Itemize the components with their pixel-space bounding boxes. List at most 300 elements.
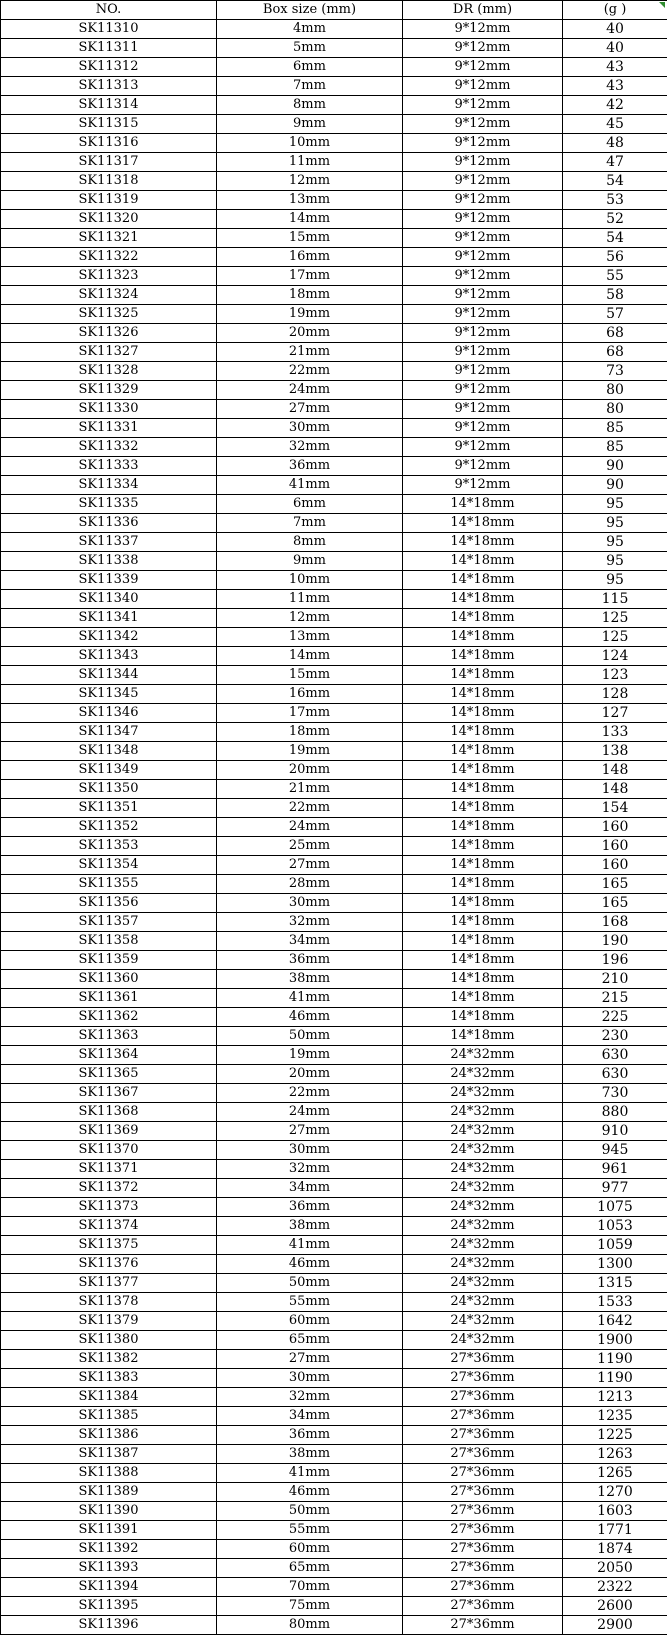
- cell-drive: 9*12mm: [403, 229, 563, 248]
- cell-weight: 2900: [563, 1616, 667, 1635]
- cell-model-no: SK11330: [1, 400, 217, 419]
- cell-box-size: 41mm: [217, 476, 403, 495]
- cell-weight: 54: [563, 172, 667, 191]
- cell-model-no: SK11349: [1, 761, 217, 780]
- cell-box-size: 50mm: [217, 1502, 403, 1521]
- cell-model-no: SK11316: [1, 134, 217, 153]
- cell-weight: 133: [563, 723, 667, 742]
- table-row: [1, 1331, 667, 1350]
- cell-model-no: SK11355: [1, 875, 217, 894]
- cell-box-size: 24mm: [217, 1103, 403, 1122]
- cell-model-no: SK11365: [1, 1065, 217, 1084]
- table-row: [1, 267, 667, 286]
- cell-weight: 138: [563, 742, 667, 761]
- cell-drive: 24*32mm: [403, 1331, 563, 1350]
- cell-drive: 9*12mm: [403, 324, 563, 343]
- cell-model-no: SK11390: [1, 1502, 217, 1521]
- cell-model-no: SK11384: [1, 1388, 217, 1407]
- cell-weight: 95: [563, 552, 667, 571]
- cell-drive: 14*18mm: [403, 742, 563, 761]
- table-row: [1, 381, 667, 400]
- cell-weight: 977: [563, 1179, 667, 1198]
- table-row: [1, 39, 667, 58]
- cell-model-no: SK11350: [1, 780, 217, 799]
- table-row: [1, 191, 667, 210]
- cell-drive: 27*36mm: [403, 1559, 563, 1578]
- cell-model-no: SK11380: [1, 1331, 217, 1350]
- cell-drive: 14*18mm: [403, 723, 563, 742]
- cell-weight: 160: [563, 837, 667, 856]
- cell-weight: 730: [563, 1084, 667, 1103]
- table-row: [1, 609, 667, 628]
- cell-drive: 9*12mm: [403, 305, 563, 324]
- cell-weight: 1900: [563, 1331, 667, 1350]
- cell-weight: 1642: [563, 1312, 667, 1331]
- cell-drive: 27*36mm: [403, 1540, 563, 1559]
- cell-weight: 961: [563, 1160, 667, 1179]
- cell-drive: 9*12mm: [403, 20, 563, 39]
- table-row: [1, 1293, 667, 1312]
- table-row: [1, 1274, 667, 1293]
- table-row: [1, 58, 667, 77]
- cell-weight: 80: [563, 381, 667, 400]
- table-row: [1, 951, 667, 970]
- cell-drive: 24*32mm: [403, 1103, 563, 1122]
- cell-weight: 42: [563, 96, 667, 115]
- table-row: [1, 1084, 667, 1103]
- cell-drive: 9*12mm: [403, 457, 563, 476]
- cell-model-no: SK11321: [1, 229, 217, 248]
- cell-drive: 9*12mm: [403, 381, 563, 400]
- header-no: NO.: [1, 1, 217, 20]
- cell-weight: 148: [563, 780, 667, 799]
- cell-model-no: SK11378: [1, 1293, 217, 1312]
- cell-drive: 14*18mm: [403, 951, 563, 970]
- table-row: [1, 1255, 667, 1274]
- cell-model-no: SK11325: [1, 305, 217, 324]
- cell-weight: 225: [563, 1008, 667, 1027]
- cell-model-no: SK11342: [1, 628, 217, 647]
- cell-model-no: SK11391: [1, 1521, 217, 1540]
- cell-box-size: 11mm: [217, 153, 403, 172]
- table-row: [1, 438, 667, 457]
- cell-box-size: 24mm: [217, 818, 403, 837]
- table-row: [1, 286, 667, 305]
- cell-weight: 80: [563, 400, 667, 419]
- cell-box-size: 24mm: [217, 381, 403, 400]
- table-row: [1, 1521, 667, 1540]
- cell-weight: 58: [563, 286, 667, 305]
- cell-model-no: SK11396: [1, 1616, 217, 1635]
- cell-drive: 14*18mm: [403, 552, 563, 571]
- cell-box-size: 13mm: [217, 628, 403, 647]
- table-row: [1, 20, 667, 39]
- cell-weight: 1270: [563, 1483, 667, 1502]
- cell-weight: 95: [563, 571, 667, 590]
- cell-box-size: 10mm: [217, 571, 403, 590]
- cell-drive: 14*18mm: [403, 590, 563, 609]
- table-row: [1, 932, 667, 951]
- table-row: [1, 77, 667, 96]
- cell-weight: 2600: [563, 1597, 667, 1616]
- cell-model-no: SK11353: [1, 837, 217, 856]
- cell-model-no: SK11358: [1, 932, 217, 951]
- cell-box-size: 27mm: [217, 1122, 403, 1141]
- cell-box-size: 11mm: [217, 590, 403, 609]
- table-row: [1, 1179, 667, 1198]
- table-row: [1, 248, 667, 267]
- cell-box-size: 20mm: [217, 761, 403, 780]
- cell-drive: 14*18mm: [403, 894, 563, 913]
- cell-model-no: SK11379: [1, 1312, 217, 1331]
- cell-model-no: SK11394: [1, 1578, 217, 1597]
- cell-box-size: 34mm: [217, 932, 403, 951]
- cell-model-no: SK11368: [1, 1103, 217, 1122]
- cell-weight: 95: [563, 495, 667, 514]
- cell-drive: 14*18mm: [403, 837, 563, 856]
- cell-weight: 1225: [563, 1426, 667, 1445]
- cell-weight: 154: [563, 799, 667, 818]
- table-row: [1, 1559, 667, 1578]
- cell-weight: 1235: [563, 1407, 667, 1426]
- cell-weight: 230: [563, 1027, 667, 1046]
- cell-weight: 1059: [563, 1236, 667, 1255]
- table-row: [1, 685, 667, 704]
- cell-model-no: SK11338: [1, 552, 217, 571]
- table-row: [1, 1236, 667, 1255]
- cell-weight: 123: [563, 666, 667, 685]
- table-row: [1, 476, 667, 495]
- cell-weight: 630: [563, 1046, 667, 1065]
- cell-model-no: SK11313: [1, 77, 217, 96]
- cell-box-size: 13mm: [217, 191, 403, 210]
- cell-model-no: SK11386: [1, 1426, 217, 1445]
- cell-model-no: SK11339: [1, 571, 217, 590]
- table-row: [1, 495, 667, 514]
- cell-box-size: 32mm: [217, 438, 403, 457]
- cell-box-size: 18mm: [217, 286, 403, 305]
- table-row: [1, 1103, 667, 1122]
- cell-drive: 9*12mm: [403, 438, 563, 457]
- table-row: [1, 1369, 667, 1388]
- cell-weight: 47: [563, 153, 667, 172]
- cell-weight: 1771: [563, 1521, 667, 1540]
- cell-weight: 165: [563, 894, 667, 913]
- cell-model-no: SK11331: [1, 419, 217, 438]
- cell-drive: 9*12mm: [403, 286, 563, 305]
- cell-weight: 55: [563, 267, 667, 286]
- cell-box-size: 14mm: [217, 647, 403, 666]
- table-row: [1, 1065, 667, 1084]
- table-row: [1, 723, 667, 742]
- cell-drive: 9*12mm: [403, 58, 563, 77]
- cell-drive: 14*18mm: [403, 761, 563, 780]
- cell-drive: 24*32mm: [403, 1046, 563, 1065]
- table-row: [1, 115, 667, 134]
- cell-model-no: SK11373: [1, 1198, 217, 1217]
- table-row: [1, 457, 667, 476]
- cell-box-size: 27mm: [217, 1350, 403, 1369]
- cell-drive: 27*36mm: [403, 1616, 563, 1635]
- cell-model-no: SK11354: [1, 856, 217, 875]
- cell-weight: 68: [563, 324, 667, 343]
- header-box-size: Box size (mm): [217, 1, 403, 20]
- cell-drive: 27*36mm: [403, 1483, 563, 1502]
- cell-drive: 24*32mm: [403, 1141, 563, 1160]
- cell-box-size: 30mm: [217, 1141, 403, 1160]
- cell-weight: 90: [563, 457, 667, 476]
- cell-box-size: 17mm: [217, 704, 403, 723]
- cell-model-no: SK11388: [1, 1464, 217, 1483]
- cell-box-size: 30mm: [217, 419, 403, 438]
- cell-box-size: 21mm: [217, 780, 403, 799]
- cell-model-no: SK11387: [1, 1445, 217, 1464]
- cell-weight: 73: [563, 362, 667, 381]
- header-weight: [563, 1, 667, 20]
- table-row: [1, 666, 667, 685]
- cell-box-size: 19mm: [217, 1046, 403, 1065]
- cell-weight: 45: [563, 115, 667, 134]
- cell-model-no: SK11324: [1, 286, 217, 305]
- table-row: [1, 989, 667, 1008]
- cell-box-size: 36mm: [217, 1426, 403, 1445]
- cell-drive: 24*32mm: [403, 1255, 563, 1274]
- cell-drive: 24*32mm: [403, 1312, 563, 1331]
- cell-weight: 127: [563, 704, 667, 723]
- cell-box-size: 16mm: [217, 685, 403, 704]
- cell-weight: 160: [563, 856, 667, 875]
- cell-drive: 14*18mm: [403, 875, 563, 894]
- cell-model-no: SK11348: [1, 742, 217, 761]
- cell-model-no: SK11326: [1, 324, 217, 343]
- cell-drive: 24*32mm: [403, 1274, 563, 1293]
- cell-weight: 85: [563, 419, 667, 438]
- cell-weight: 215: [563, 989, 667, 1008]
- table-row: [1, 894, 667, 913]
- cell-box-size: 41mm: [217, 989, 403, 1008]
- cell-model-no: SK11335: [1, 495, 217, 514]
- cell-drive: 14*18mm: [403, 780, 563, 799]
- cell-drive: 24*32mm: [403, 1084, 563, 1103]
- table-row: [1, 362, 667, 381]
- cell-model-no: SK11315: [1, 115, 217, 134]
- cell-box-size: 36mm: [217, 457, 403, 476]
- cell-model-no: SK11336: [1, 514, 217, 533]
- table-row: [1, 799, 667, 818]
- cell-box-size: 30mm: [217, 894, 403, 913]
- cell-box-size: 36mm: [217, 951, 403, 970]
- cell-weight: 880: [563, 1103, 667, 1122]
- cell-drive: 14*18mm: [403, 704, 563, 723]
- cell-weight: 630: [563, 1065, 667, 1084]
- cell-drive: 24*32mm: [403, 1179, 563, 1198]
- cell-weight: 2322: [563, 1578, 667, 1597]
- cell-model-no: SK11314: [1, 96, 217, 115]
- cell-weight: 148: [563, 761, 667, 780]
- cell-box-size: 70mm: [217, 1578, 403, 1597]
- cell-drive: 9*12mm: [403, 172, 563, 191]
- cell-box-size: 38mm: [217, 1217, 403, 1236]
- cell-drive: 27*36mm: [403, 1502, 563, 1521]
- cell-box-size: 25mm: [217, 837, 403, 856]
- cell-box-size: 30mm: [217, 1369, 403, 1388]
- cell-drive: 9*12mm: [403, 39, 563, 58]
- cell-box-size: 17mm: [217, 267, 403, 286]
- cell-box-size: 8mm: [217, 533, 403, 552]
- table-row: [1, 324, 667, 343]
- table-row: [1, 590, 667, 609]
- table-row: [1, 1616, 667, 1635]
- table-row: [1, 1483, 667, 1502]
- cell-box-size: 38mm: [217, 1445, 403, 1464]
- cell-drive: 27*36mm: [403, 1521, 563, 1540]
- cell-model-no: SK11392: [1, 1540, 217, 1559]
- cell-drive: 14*18mm: [403, 970, 563, 989]
- cell-box-size: 15mm: [217, 229, 403, 248]
- cell-box-size: 21mm: [217, 343, 403, 362]
- cell-drive: 27*36mm: [403, 1578, 563, 1597]
- cell-model-no: SK11318: [1, 172, 217, 191]
- table-row: [1, 1540, 667, 1559]
- cell-model-no: SK11340: [1, 590, 217, 609]
- table-row: [1, 780, 667, 799]
- cell-drive: 24*32mm: [403, 1065, 563, 1084]
- cell-drive: 27*36mm: [403, 1369, 563, 1388]
- table-row: [1, 856, 667, 875]
- cell-weight: 1874: [563, 1540, 667, 1559]
- cell-box-size: 8mm: [217, 96, 403, 115]
- cell-drive: 14*18mm: [403, 666, 563, 685]
- cell-weight: 1263: [563, 1445, 667, 1464]
- cell-box-size: 19mm: [217, 742, 403, 761]
- cell-drive: 27*36mm: [403, 1426, 563, 1445]
- table-row: [1, 970, 667, 989]
- cell-box-size: 5mm: [217, 39, 403, 58]
- cell-weight: 1053: [563, 1217, 667, 1236]
- cell-drive: 14*18mm: [403, 932, 563, 951]
- cell-drive: 9*12mm: [403, 210, 563, 229]
- cell-weight: 115: [563, 590, 667, 609]
- cell-box-size: 18mm: [217, 723, 403, 742]
- cell-model-no: SK11371: [1, 1160, 217, 1179]
- cell-model-no: SK11376: [1, 1255, 217, 1274]
- cell-model-no: SK11370: [1, 1141, 217, 1160]
- cell-weight: 68: [563, 343, 667, 362]
- cell-weight: 1603: [563, 1502, 667, 1521]
- cell-weight: 168: [563, 913, 667, 932]
- cell-model-no: SK11359: [1, 951, 217, 970]
- cell-model-no: SK11351: [1, 799, 217, 818]
- cell-box-size: 41mm: [217, 1464, 403, 1483]
- cell-drive: 24*32mm: [403, 1293, 563, 1312]
- table-row: [1, 172, 667, 191]
- cell-box-size: 28mm: [217, 875, 403, 894]
- cell-box-size: 4mm: [217, 20, 403, 39]
- cell-weight: 40: [563, 39, 667, 58]
- cell-weight: 125: [563, 609, 667, 628]
- cell-drive: 24*32mm: [403, 1198, 563, 1217]
- cell-weight: 43: [563, 58, 667, 77]
- cell-box-size: 12mm: [217, 172, 403, 191]
- cell-drive: 27*36mm: [403, 1445, 563, 1464]
- table-row: [1, 134, 667, 153]
- cell-box-size: 65mm: [217, 1559, 403, 1578]
- cell-weight: 1213: [563, 1388, 667, 1407]
- table-row: [1, 1426, 667, 1445]
- cell-drive: 9*12mm: [403, 419, 563, 438]
- cell-model-no: SK11322: [1, 248, 217, 267]
- cell-model-no: SK11344: [1, 666, 217, 685]
- cell-weight: 124: [563, 647, 667, 666]
- cell-weight: 95: [563, 514, 667, 533]
- cell-weight: 95: [563, 533, 667, 552]
- cell-box-size: 15mm: [217, 666, 403, 685]
- table-row: [1, 96, 667, 115]
- table-row: [1, 1122, 667, 1141]
- cell-model-no: SK11382: [1, 1350, 217, 1369]
- cell-drive: 14*18mm: [403, 495, 563, 514]
- cell-box-size: 60mm: [217, 1312, 403, 1331]
- cell-model-no: SK11385: [1, 1407, 217, 1426]
- cell-model-no: SK11383: [1, 1369, 217, 1388]
- cell-model-no: SK11372: [1, 1179, 217, 1198]
- table-row: [1, 818, 667, 837]
- cell-weight: 128: [563, 685, 667, 704]
- cell-drive: 14*18mm: [403, 856, 563, 875]
- cell-weight: 1190: [563, 1350, 667, 1369]
- cell-weight: 945: [563, 1141, 667, 1160]
- cell-weight: 1075: [563, 1198, 667, 1217]
- table-row: [1, 419, 667, 438]
- table-header: [1, 1, 667, 20]
- cell-box-size: 9mm: [217, 552, 403, 571]
- cell-weight: 40: [563, 20, 667, 39]
- cell-drive: 14*18mm: [403, 799, 563, 818]
- cell-model-no: SK11319: [1, 191, 217, 210]
- cell-model-no: SK11367: [1, 1084, 217, 1103]
- cell-box-size: 46mm: [217, 1483, 403, 1502]
- cell-drive: 24*32mm: [403, 1236, 563, 1255]
- cell-box-size: 55mm: [217, 1293, 403, 1312]
- cell-weight: 43: [563, 77, 667, 96]
- table-row: [1, 875, 667, 894]
- table-row: [1, 913, 667, 932]
- cell-drive: 24*32mm: [403, 1217, 563, 1236]
- table-row: [1, 552, 667, 571]
- cell-model-no: SK11369: [1, 1122, 217, 1141]
- table-row: [1, 1027, 667, 1046]
- table-row: [1, 1198, 667, 1217]
- table-row: [1, 1350, 667, 1369]
- cell-drive: 14*18mm: [403, 628, 563, 647]
- cell-weight: 48: [563, 134, 667, 153]
- table-row: [1, 305, 667, 324]
- cell-box-size: 60mm: [217, 1540, 403, 1559]
- cell-model-no: SK11374: [1, 1217, 217, 1236]
- cell-drive: 14*18mm: [403, 514, 563, 533]
- table-row: [1, 153, 667, 172]
- cell-drive: 9*12mm: [403, 476, 563, 495]
- cell-box-size: 75mm: [217, 1597, 403, 1616]
- cell-box-size: 10mm: [217, 134, 403, 153]
- cell-drive: 9*12mm: [403, 191, 563, 210]
- cell-box-size: 12mm: [217, 609, 403, 628]
- cell-model-no: SK11345: [1, 685, 217, 704]
- cell-weight: 52: [563, 210, 667, 229]
- cell-weight: 2050: [563, 1559, 667, 1578]
- cell-weight: 196: [563, 951, 667, 970]
- cell-box-size: 46mm: [217, 1008, 403, 1027]
